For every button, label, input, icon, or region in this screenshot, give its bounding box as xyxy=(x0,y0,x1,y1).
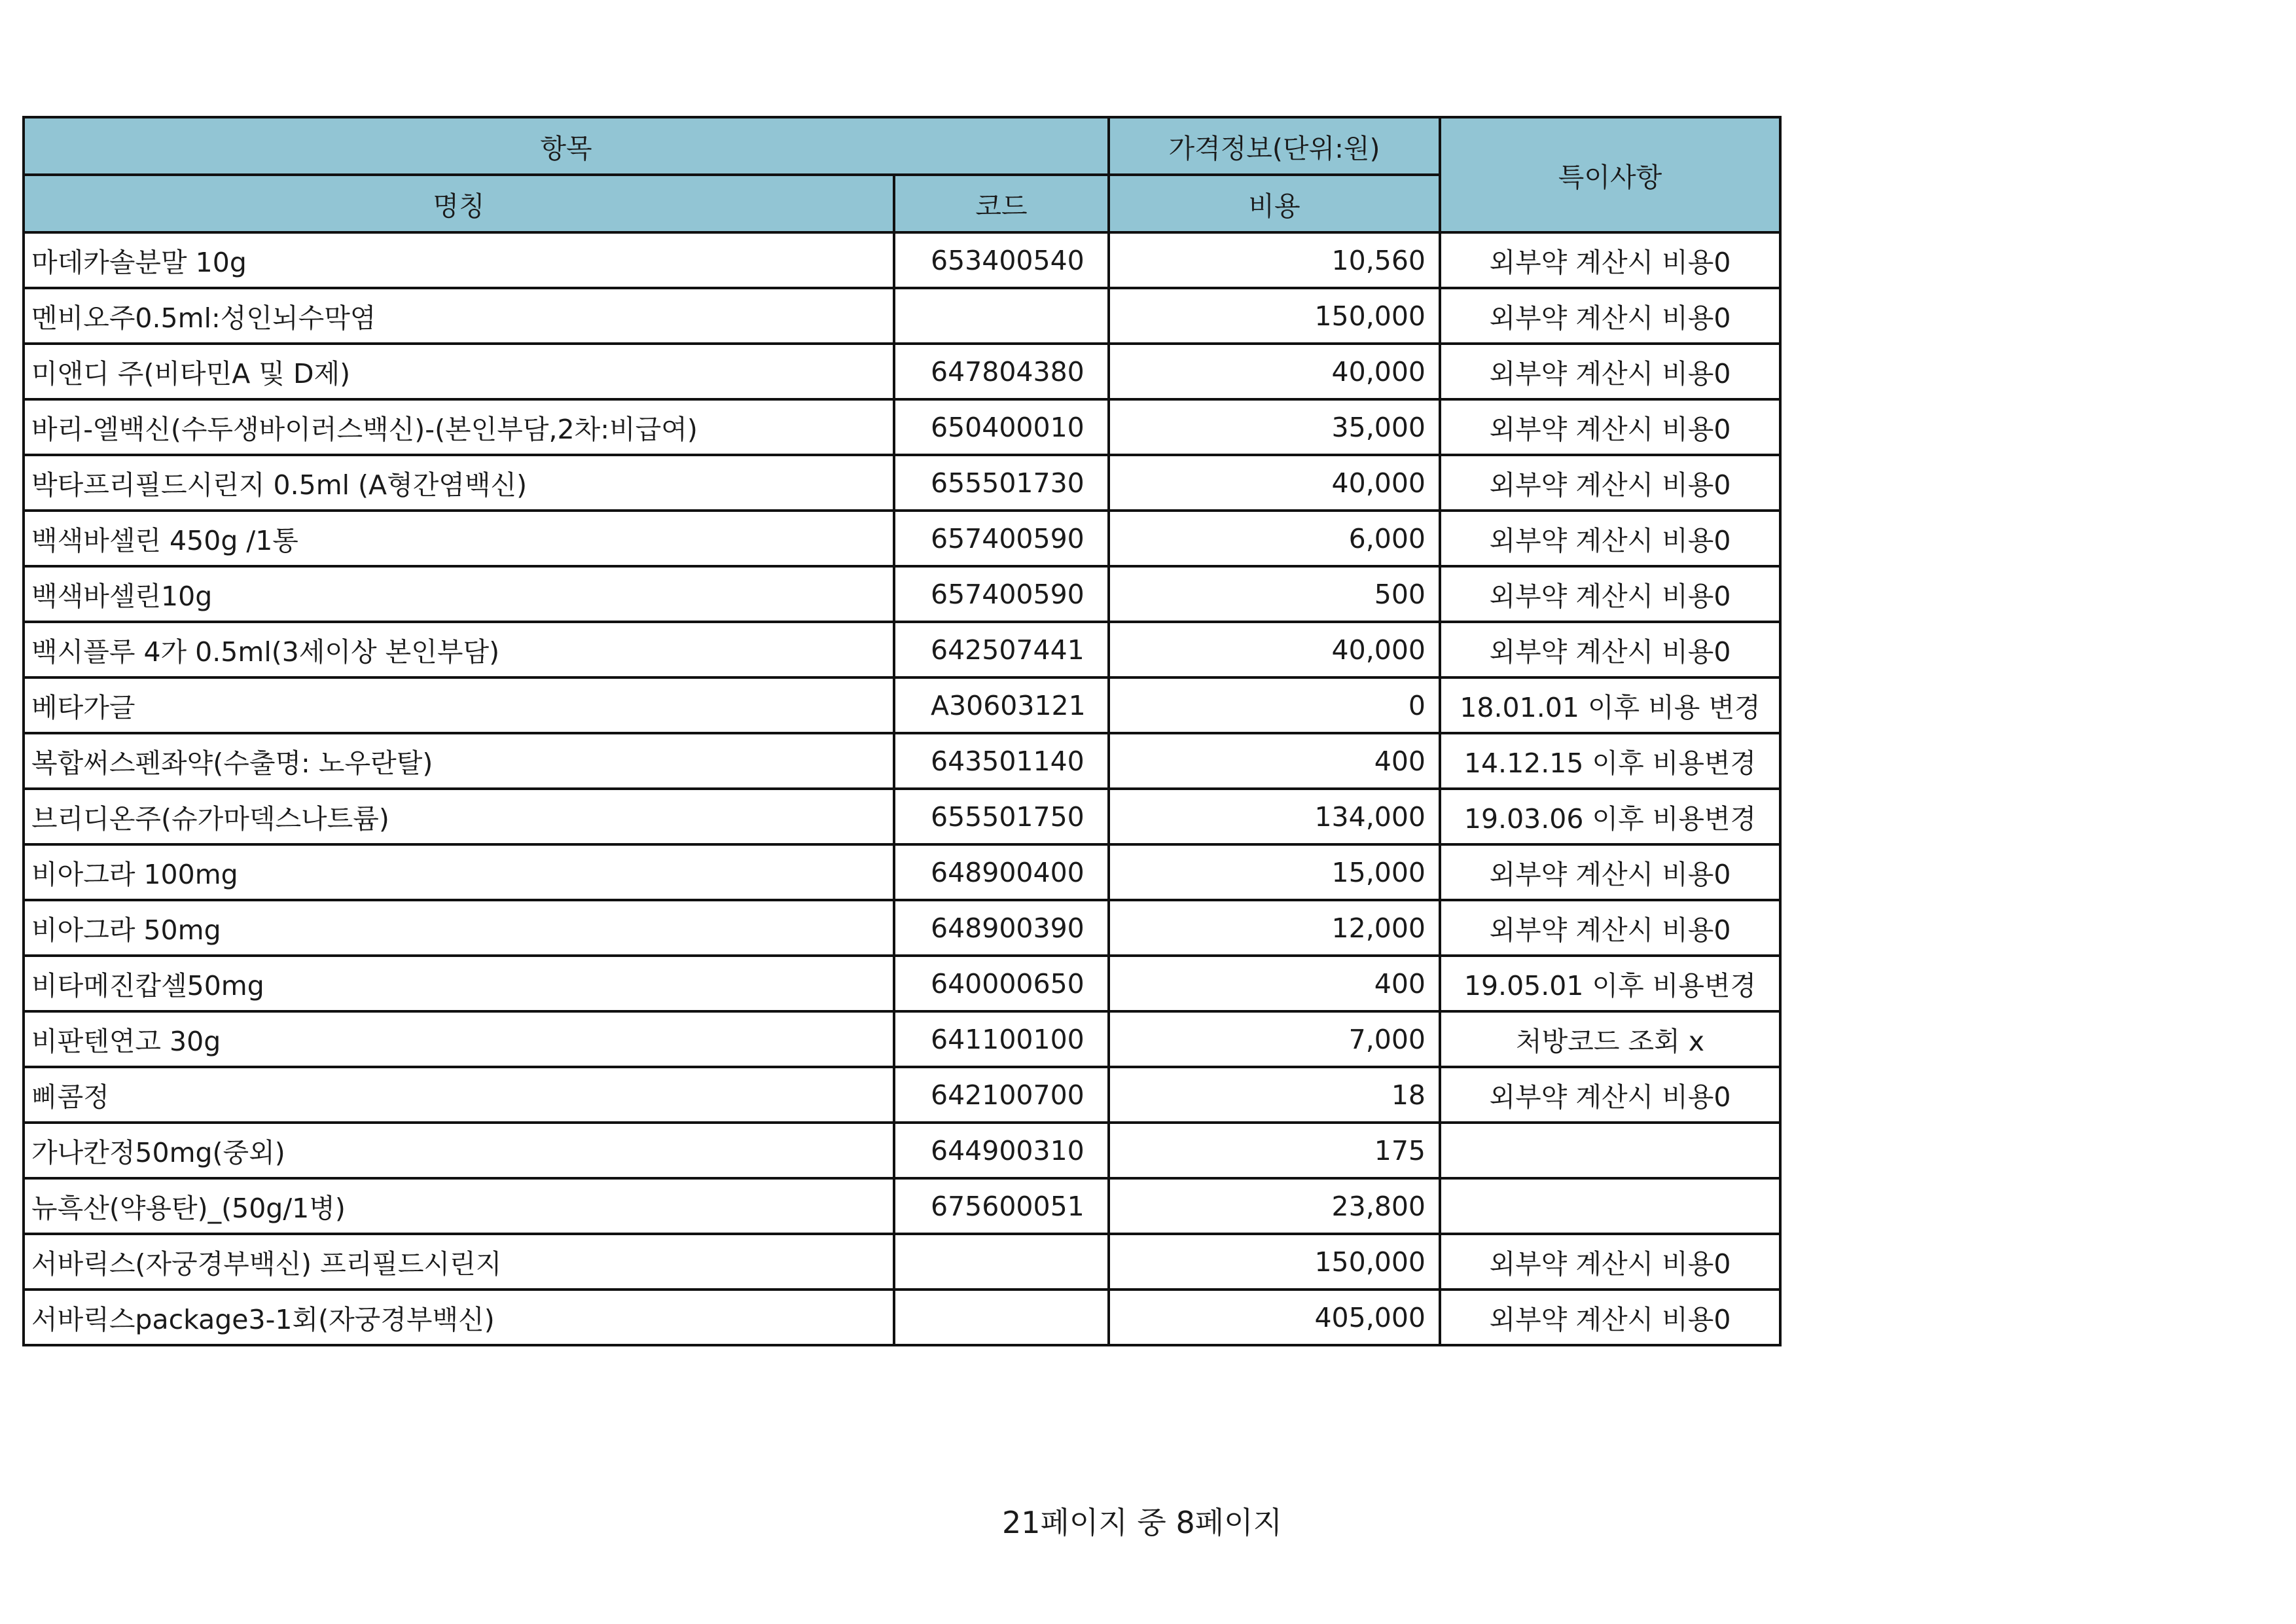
table-row xyxy=(24,789,1780,844)
cell-code: A30603121 xyxy=(894,677,1109,733)
cell-code: 648900400 xyxy=(894,844,1109,900)
cell-name: 박타프리필드시린지 0.5ml (A형간염백신) xyxy=(24,455,894,511)
table-row xyxy=(24,1178,1780,1234)
cell-note: 외부약 계산시 비용0 xyxy=(1440,288,1780,344)
cell-note: 14.12.15 이후 비용변경 xyxy=(1440,733,1780,789)
cell-cost: 12,000 xyxy=(1109,900,1440,956)
cell-name: 뉴흑산(약용탄)_(50g/1병) xyxy=(24,1178,894,1234)
table-row xyxy=(24,956,1780,1011)
cell-note: 외부약 계산시 비용0 xyxy=(1440,399,1780,455)
cell-note: 외부약 계산시 비용0 xyxy=(1440,900,1780,956)
cell-code: 653400540 xyxy=(894,232,1109,288)
table-row xyxy=(24,677,1780,733)
cell-code: 648900390 xyxy=(894,900,1109,956)
cell-name: 마데카솔분말 10g xyxy=(24,232,894,288)
cell-name: 백색바셀린 450g /1통 xyxy=(24,511,894,566)
cell-name: 브리디온주(슈가마덱스나트륨) xyxy=(24,789,894,844)
table-row xyxy=(24,733,1780,789)
cell-code: 647804380 xyxy=(894,344,1109,399)
cell-note: 19.03.06 이후 비용변경 xyxy=(1440,789,1780,844)
cell-cost: 405,000 xyxy=(1109,1290,1440,1345)
cell-cost: 40,000 xyxy=(1109,344,1440,399)
page-indicator: 21페이지 중 8페이지 xyxy=(1001,1505,1283,1540)
cell-code: 644900310 xyxy=(894,1123,1109,1178)
table-row xyxy=(24,1011,1780,1067)
cell-code: 655501750 xyxy=(894,789,1109,844)
cell-note: 외부약 계산시 비용0 xyxy=(1440,1067,1780,1123)
cell-name: 바리-엘백신(수두생바이러스백신)-(본인부담,2차:비급여) xyxy=(24,399,894,455)
cell-cost: 35,000 xyxy=(1109,399,1440,455)
cell-name: 백색바셀린10g xyxy=(24,566,894,622)
cell-code: 650400010 xyxy=(894,399,1109,455)
header-code: 코드 xyxy=(894,175,1109,232)
cell-name: 비타메진캅셀50mg xyxy=(24,956,894,1011)
cell-name: 비아그라 50mg xyxy=(24,900,894,956)
table-body xyxy=(24,232,1780,1345)
table-row xyxy=(24,900,1780,956)
table-header xyxy=(24,117,1780,232)
cell-note: 외부약 계산시 비용0 xyxy=(1440,844,1780,900)
cell-code: 675600051 xyxy=(894,1178,1109,1234)
cell-name: 멘비오주0.5ml:성인뇌수막염 xyxy=(24,288,894,344)
table-row xyxy=(24,844,1780,900)
page-footer xyxy=(0,1499,2296,1542)
table-row xyxy=(24,622,1780,677)
cell-note: 외부약 계산시 비용0 xyxy=(1440,344,1780,399)
cell-cost: 0 xyxy=(1109,677,1440,733)
cell-note: 외부약 계산시 비용0 xyxy=(1440,232,1780,288)
cell-note: 외부약 계산시 비용0 xyxy=(1440,566,1780,622)
cell-name: 비판텐연고 30g xyxy=(24,1011,894,1067)
price-sheet xyxy=(22,116,1779,1346)
cell-cost: 23,800 xyxy=(1109,1178,1440,1234)
cell-code: 657400590 xyxy=(894,511,1109,566)
cell-code: 642100700 xyxy=(894,1067,1109,1123)
cell-name: 서바릭스package3-1회(자궁경부백신) xyxy=(24,1290,894,1345)
table-row xyxy=(24,566,1780,622)
cell-note: 외부약 계산시 비용0 xyxy=(1440,1290,1780,1345)
cell-cost: 40,000 xyxy=(1109,455,1440,511)
table-row xyxy=(24,1123,1780,1178)
cell-name: 베타가글 xyxy=(24,677,894,733)
table-row xyxy=(24,511,1780,566)
price-table xyxy=(22,116,1782,1346)
cell-note xyxy=(1440,1123,1780,1178)
cell-code xyxy=(894,1234,1109,1290)
cell-cost: 18 xyxy=(1109,1067,1440,1123)
cell-note: 외부약 계산시 비용0 xyxy=(1440,1234,1780,1290)
cell-code: 655501730 xyxy=(894,455,1109,511)
table-row xyxy=(24,399,1780,455)
cell-cost: 10,560 xyxy=(1109,232,1440,288)
cell-cost: 175 xyxy=(1109,1123,1440,1178)
cell-code xyxy=(894,1290,1109,1345)
cell-name: 삐콤정 xyxy=(24,1067,894,1123)
cell-cost: 150,000 xyxy=(1109,1234,1440,1290)
cell-note: 처방코드 조회 x xyxy=(1440,1011,1780,1067)
header-cost: 비용 xyxy=(1109,175,1440,232)
cell-name: 복합써스펜좌약(수출명: 노우란탈) xyxy=(24,733,894,789)
cell-cost: 400 xyxy=(1109,733,1440,789)
cell-code: 643501140 xyxy=(894,733,1109,789)
cell-code: 657400590 xyxy=(894,566,1109,622)
cell-cost: 40,000 xyxy=(1109,622,1440,677)
cell-cost: 134,000 xyxy=(1109,789,1440,844)
cell-note: 19.05.01 이후 비용변경 xyxy=(1440,956,1780,1011)
cell-cost: 150,000 xyxy=(1109,288,1440,344)
cell-name: 가나칸정50mg(중외) xyxy=(24,1123,894,1178)
header-name: 명칭 xyxy=(24,175,894,232)
header-item-group: 항목 xyxy=(24,117,1109,175)
cell-name: 서바릭스(자궁경부백신) 프리필드시린지 xyxy=(24,1234,894,1290)
cell-code: 641100100 xyxy=(894,1011,1109,1067)
table-row xyxy=(24,455,1780,511)
cell-cost: 7,000 xyxy=(1109,1011,1440,1067)
header-remarks: 특이사항 xyxy=(1440,117,1780,232)
cell-name: 비아그라 100mg xyxy=(24,844,894,900)
cell-note: 외부약 계산시 비용0 xyxy=(1440,511,1780,566)
table-row xyxy=(24,1290,1780,1345)
cell-note: 외부약 계산시 비용0 xyxy=(1440,622,1780,677)
cell-code: 640000650 xyxy=(894,956,1109,1011)
table-row xyxy=(24,1234,1780,1290)
table-row xyxy=(24,288,1780,344)
cell-cost: 500 xyxy=(1109,566,1440,622)
table-row xyxy=(24,344,1780,399)
cell-cost: 6,000 xyxy=(1109,511,1440,566)
cell-name: 미앤디 주(비타민A 및 D제) xyxy=(24,344,894,399)
cell-note xyxy=(1440,1178,1780,1234)
cell-name: 백시플루 4가 0.5ml(3세이상 본인부담) xyxy=(24,622,894,677)
table-row xyxy=(24,1067,1780,1123)
cell-cost: 15,000 xyxy=(1109,844,1440,900)
cell-code: 642507441 xyxy=(894,622,1109,677)
cell-note: 18.01.01 이후 비용 변경 xyxy=(1440,677,1780,733)
table-row xyxy=(24,232,1780,288)
cell-cost: 400 xyxy=(1109,956,1440,1011)
header-price-group: 가격정보(단위:원) xyxy=(1109,117,1440,175)
cell-note: 외부약 계산시 비용0 xyxy=(1440,455,1780,511)
cell-code xyxy=(894,288,1109,344)
